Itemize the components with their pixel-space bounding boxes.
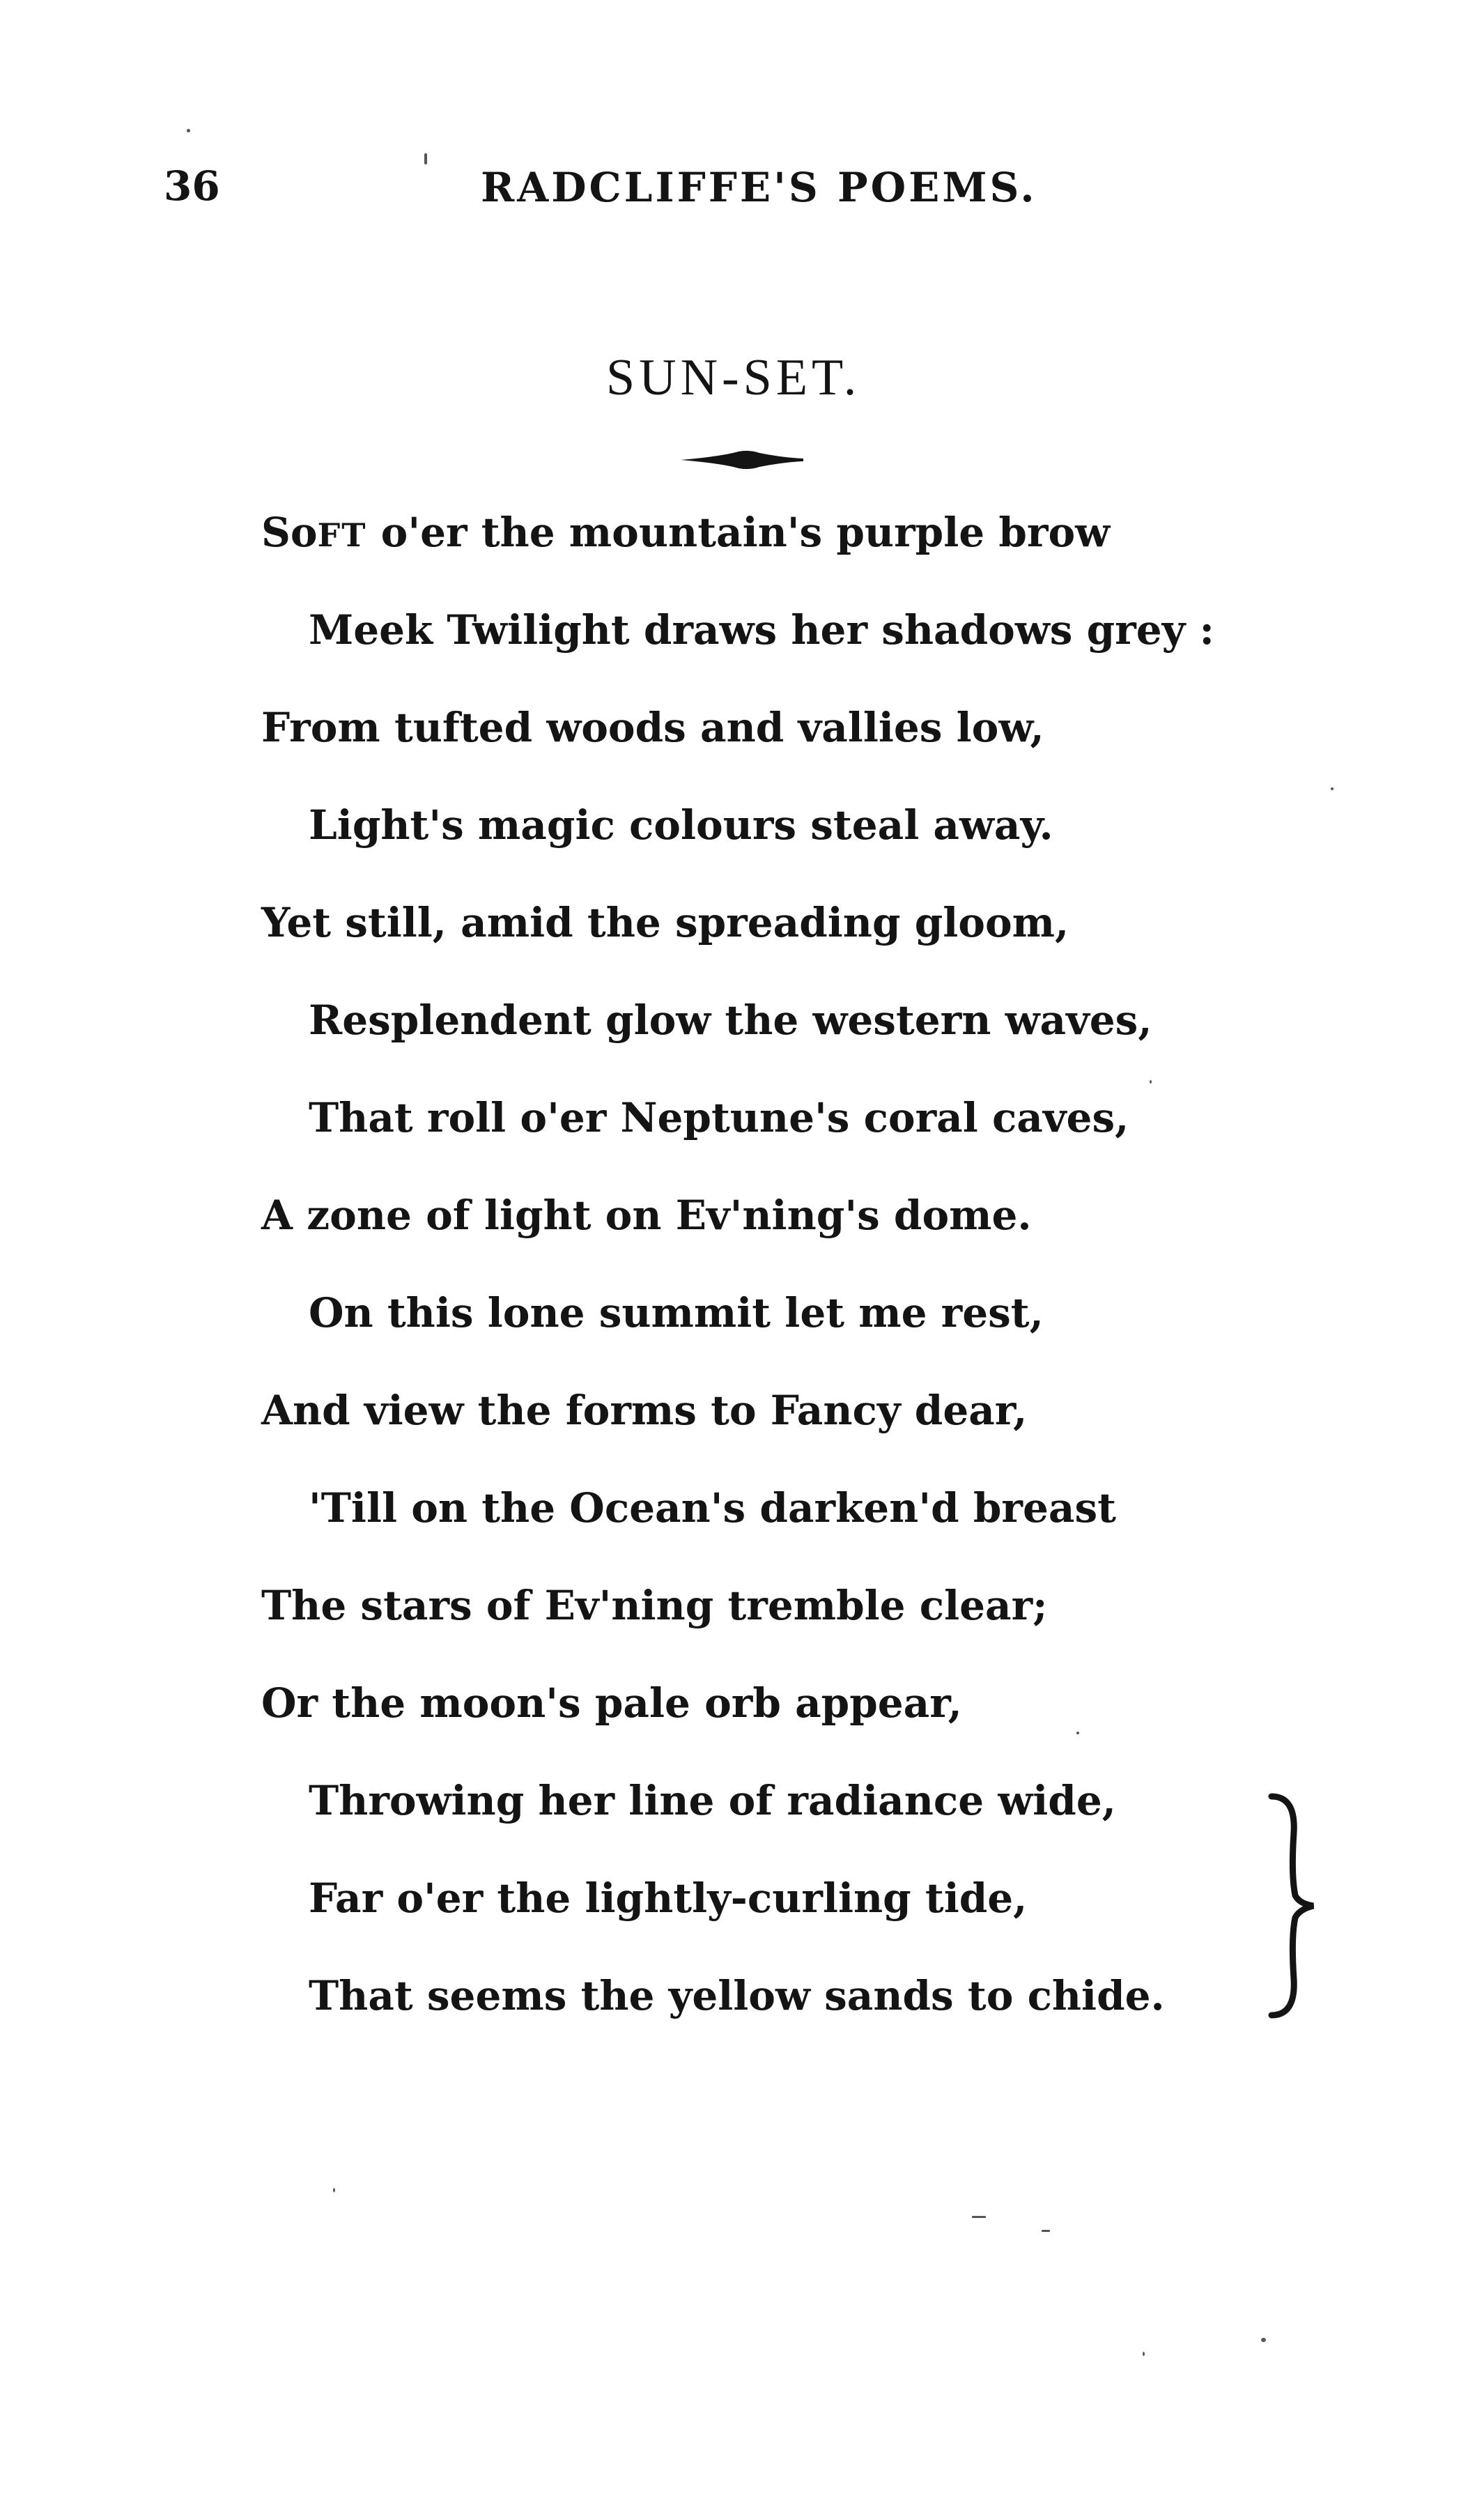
print-speck	[333, 2188, 335, 2192]
print-speck	[1143, 2352, 1145, 2356]
poem-line-14: Throwing her line of radiance wide,	[309, 1777, 1116, 1824]
title-ornament-rule	[679, 449, 805, 470]
print-speck	[1150, 1080, 1152, 1084]
poem-line-2: Meek Twilight draws her shadows grey :	[309, 606, 1214, 654]
poem-line-15: Far o'er the lightly-curling tide,	[309, 1874, 1028, 1922]
poem-line-3: From tufted woods and vallies low,	[261, 704, 1044, 751]
first-word-smallcaps: FT	[317, 516, 367, 554]
print-speck	[424, 153, 427, 164]
print-speck	[1261, 2338, 1266, 2342]
poem-line-1	[261, 509, 1111, 556]
first-word-lead: So	[261, 509, 318, 556]
print-speck	[1042, 2230, 1050, 2232]
poem-line-9: On this lone summit let me rest,	[309, 1289, 1044, 1337]
running-head: RADCLIFFE'S POEMS.	[481, 164, 1037, 211]
poem-line-6: Resplendent glow the western waves,	[309, 996, 1152, 1044]
poem-line-13: Or the moon's pale orb appear,	[261, 1679, 962, 1727]
page-number: 36	[164, 162, 220, 210]
print-speck	[1076, 1732, 1079, 1734]
print-speck	[972, 2216, 986, 2218]
poem-line-5: Yet still, amid the spreading gloom,	[261, 899, 1069, 946]
poem-line-7: That roll o'er Neptune's coral caves,	[309, 1094, 1129, 1141]
poem-line-8: A zone of light on Ev'ning's dome.	[261, 1192, 1032, 1239]
poem-line-11: 'Till on the Ocean's darken'd breast	[309, 1484, 1116, 1532]
poem-line-16: That seems the yellow sands to chide.	[309, 1972, 1165, 2019]
poem-title: SUN-SET.	[606, 349, 861, 406]
poem-line-12: The stars of Ev'ning tremble clear;	[261, 1582, 1048, 1629]
poem-line-1-rest: o'er the mountain's purple brow	[366, 509, 1111, 556]
print-speck	[1331, 787, 1334, 790]
poem-line-4: Light's magic colours steal away.	[309, 801, 1053, 849]
triplet-brace	[1265, 1791, 1320, 2021]
print-speck	[187, 129, 190, 132]
poem-line-10: And view the forms to Fancy dear,	[261, 1387, 1028, 1434]
